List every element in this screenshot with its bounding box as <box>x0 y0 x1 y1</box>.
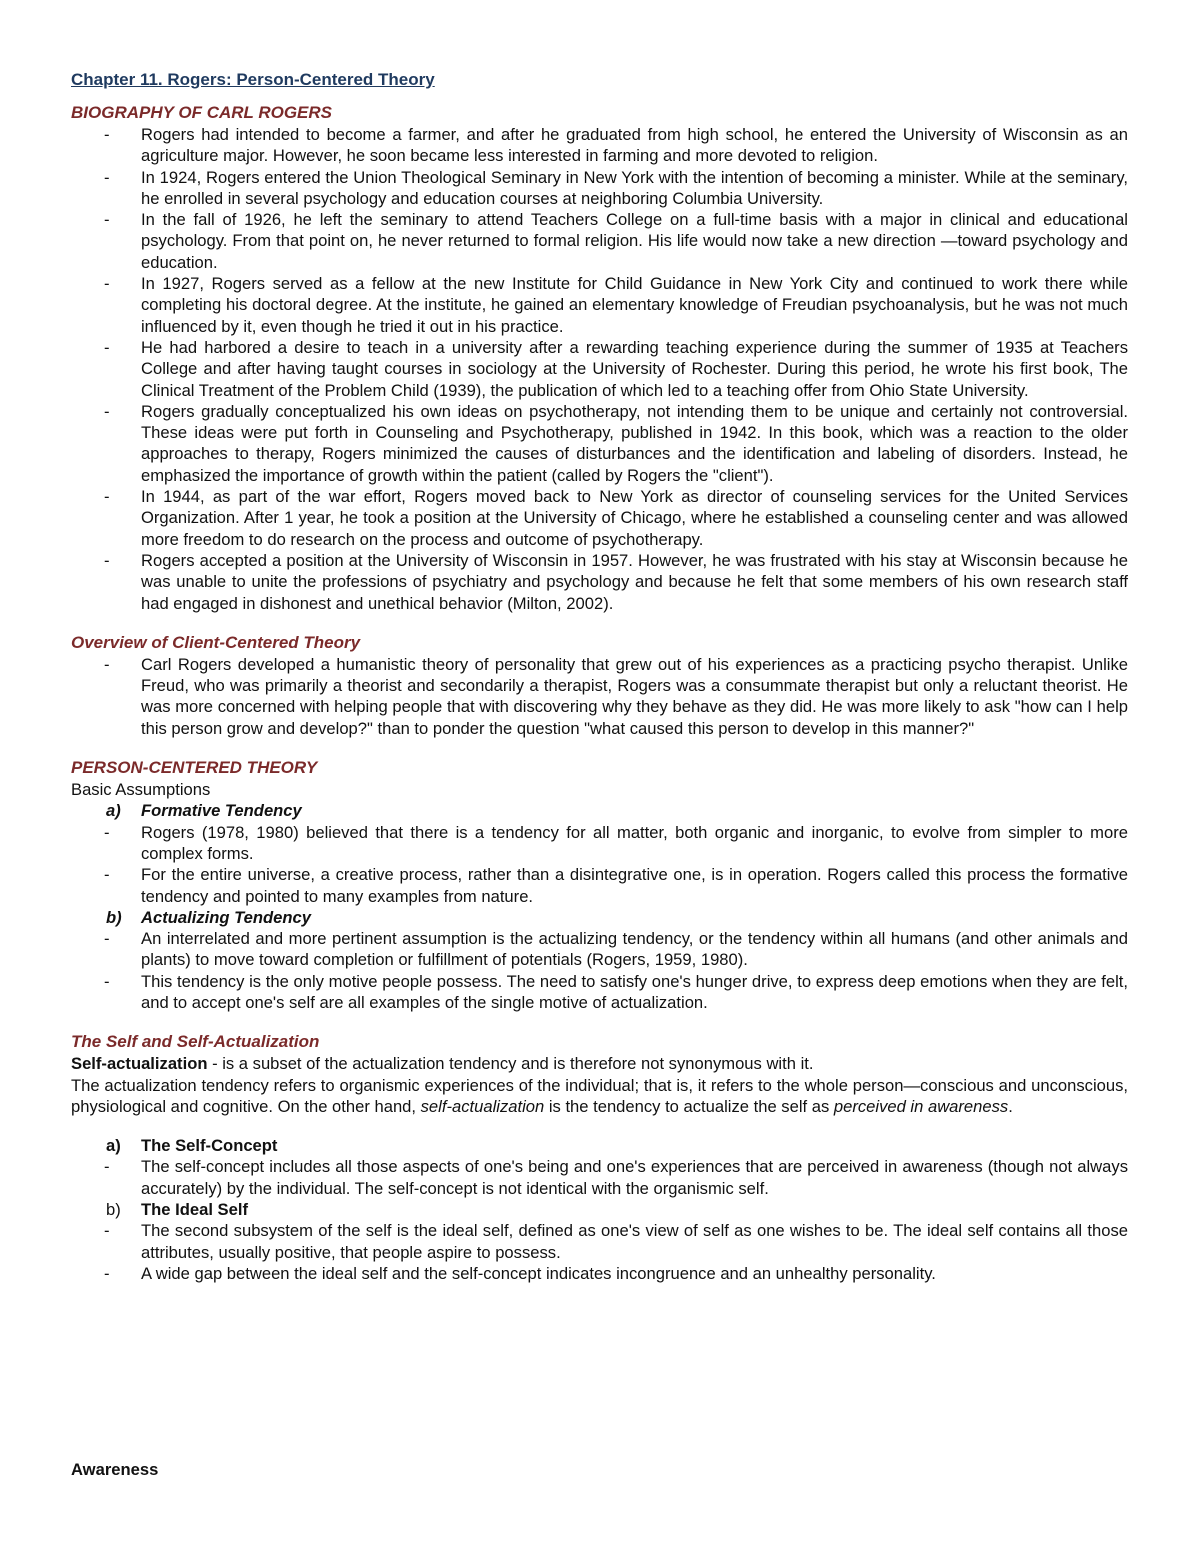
list-item: - In 1927, Rogers served as a fellow at the new Institute for Child Guidance in New York City and continued to work there while completing his doctoral degree. At the institute, he gained an elementary knowledge of Freudian psychoanalysis, but he was not much influenced by it, even though he tried it out in his practice. <box>71 273 1128 337</box>
definition-text: - is a subset of the actualization tendency and is therefore not synonymous with it. <box>207 1054 814 1074</box>
list-item: - The self-concept includes all those aspects of one's being and one's experiences that are perceived in awareness (though not always accurately) by the individual. The self-concept is not identical with the organismic self. <box>71 1156 1128 1199</box>
paragraph-text: The actualization tendency refers to organismic experiences of the individual; that is, it refers to the whole person—conscious and unconscious, physiological and cognitive. On the other hand, <box>71 1075 1128 1116</box>
self-concept-heading <box>71 1135 1128 1156</box>
actualizing-list <box>71 928 1128 1013</box>
list-item: - Rogers gradually conceptualized his own ideas on psychotherapy, not intending them to be unique and certainly not controversial. These ideas were put forth in Counseling and Psychotherapy, published in 1942. In this book, which was a reaction to the older approaches to therapy, Rogers minimized the causes of disturbances and the identification and labeling of disorders. Instead, he emphasized the importance of growth within the patient (called by Rogers the "client"). <box>71 401 1128 486</box>
subsection-marker: a) <box>106 801 121 821</box>
actualizing-tendency-heading <box>71 907 1128 928</box>
document-page <box>71 68 1128 1284</box>
actualization-paragraph <box>71 1075 1128 1118</box>
list-item: - Rogers (1978, 1980) believed that there is a tendency for all matter, both organic and inorganic, to evolve from simpler to more complex forms. <box>71 822 1128 865</box>
list-item: - In 1944, as part of the war effort, Rogers moved back to New York as director of counseling services for the United Services Organization. After 1 year, he took a position at the University of Chicago, where he established a counseling center and was allowed more freedom to do research on the process and outcome of psychotherapy. <box>71 486 1128 550</box>
subsection-title: Actualizing Tendency <box>141 907 311 927</box>
list-item: - The second subsystem of the self is the ideal self, defined as one's view of self as one wishes to be. The ideal self contains all those attributes, usually positive, that people aspire to possess. <box>71 1220 1128 1263</box>
paragraph-emphasis: perceived in awareness <box>833 1096 1009 1116</box>
awareness-heading: Awareness <box>71 1460 159 1479</box>
list-item: - Rogers had intended to become a farmer, and after he graduated from high school, he entered the University of Wisconsin as an agriculture major. However, he soon became less interested in farming and more devoted to religion. <box>71 124 1128 167</box>
formative-tendency-heading <box>71 800 1128 821</box>
subsection-marker: b) <box>106 1200 121 1220</box>
basic-assumptions-subheading: Basic Assumptions <box>71 780 211 800</box>
chapter-title: Chapter 11. Rogers: Person-Centered Theory <box>71 70 435 89</box>
subsection-marker: b) <box>106 907 122 927</box>
list-item: - A wide gap between the ideal self and the self-concept indicates incongruence and an unhealthy personality. <box>71 1263 1128 1284</box>
self-actualization-definition <box>71 1053 1128 1074</box>
list-item: - In the fall of 1926, he left the seminary to attend Teachers College on a full-time basis with a major in clinical and educational psychology. From that point on, he never returned to formal religion. His life would now take a new direction —toward psychology and education. <box>71 209 1128 273</box>
list-item: - Rogers accepted a position at the University of Wisconsin in 1957. However, he was frustrated with his stay at Wisconsin because he was unable to unite the professions of psychiatry and psychology and because he felt that some members of his own research staff had engaged in dishonest and unethical behavior (Milton, 2002). <box>71 550 1128 614</box>
list-item: - This tendency is the only motive people possess. The need to satisfy one's hunger drive, to express deep emotions when they are felt, and to accept one's self are all examples of the single motive of actualization. <box>71 971 1128 1014</box>
person-centered-heading: PERSON-CENTERED THEORY <box>71 758 318 778</box>
biography-list <box>71 124 1128 614</box>
definition-term: Self-actualization <box>71 1054 208 1074</box>
paragraph-text: is the tendency to actualize the self as <box>544 1096 834 1116</box>
list-item: - Carl Rogers developed a humanistic theory of personality that grew out of his experiences as a practicing psycho therapist. Unlike Freud, who was primarily a theorist and secondarily a therapist, Rogers was a consummate therapist but only a reluctant theorist. He was more concerned with helping people that with discovering why they behave as they did. He was more likely to ask "how can I help this person grow and develop?" than to ponder the question "what caused this person to develop in this manner?" <box>71 654 1128 739</box>
subsection-title: The Ideal Self <box>141 1200 248 1220</box>
subsection-title: The Self-Concept <box>141 1136 278 1156</box>
subsection-title: Formative Tendency <box>141 801 302 821</box>
list-item: - In 1924, Rogers entered the Union Theological Seminary in New York with the intention of becoming a minister. While at the seminary, he enrolled in several psychology and education courses at neighboring Columbia University. <box>71 167 1128 210</box>
ideal-self-heading <box>71 1199 1128 1220</box>
list-item: - He had harbored a desire to teach in a university after a rewarding teaching experience during the summer of 1935 at Teachers College and after having taught courses in sociology at the University of Rochester. During this period, he wrote his first book, The Clinical Treatment of the Problem Child (1939), the publication of which led to a teaching offer from Ohio State University. <box>71 337 1128 401</box>
list-item: - For the entire universe, a creative process, rather than a disintegrative one, is in operation. Rogers called this process the formative tendency and pointed to many examples from nature. <box>71 864 1128 907</box>
subsection-marker: a) <box>106 1136 121 1156</box>
paragraph-emphasis: self-actualization <box>420 1096 545 1116</box>
self-heading: The Self and Self-Actualization <box>71 1032 320 1052</box>
formative-list <box>71 822 1128 907</box>
overview-heading: Overview of Client-Centered Theory <box>71 632 361 652</box>
biography-heading: BIOGRAPHY OF CARL ROGERS <box>71 103 333 122</box>
self-concept-list <box>71 1156 1128 1199</box>
paragraph-text: . <box>1008 1096 1013 1116</box>
overview-list <box>71 654 1128 739</box>
ideal-self-list <box>71 1220 1128 1284</box>
list-item: - An interrelated and more pertinent assumption is the actualizing tendency, or the tendency within all humans (and other animals and plants) to move toward completion or fulfillment of potentials (Rogers, 1959, 1980). <box>71 928 1128 971</box>
